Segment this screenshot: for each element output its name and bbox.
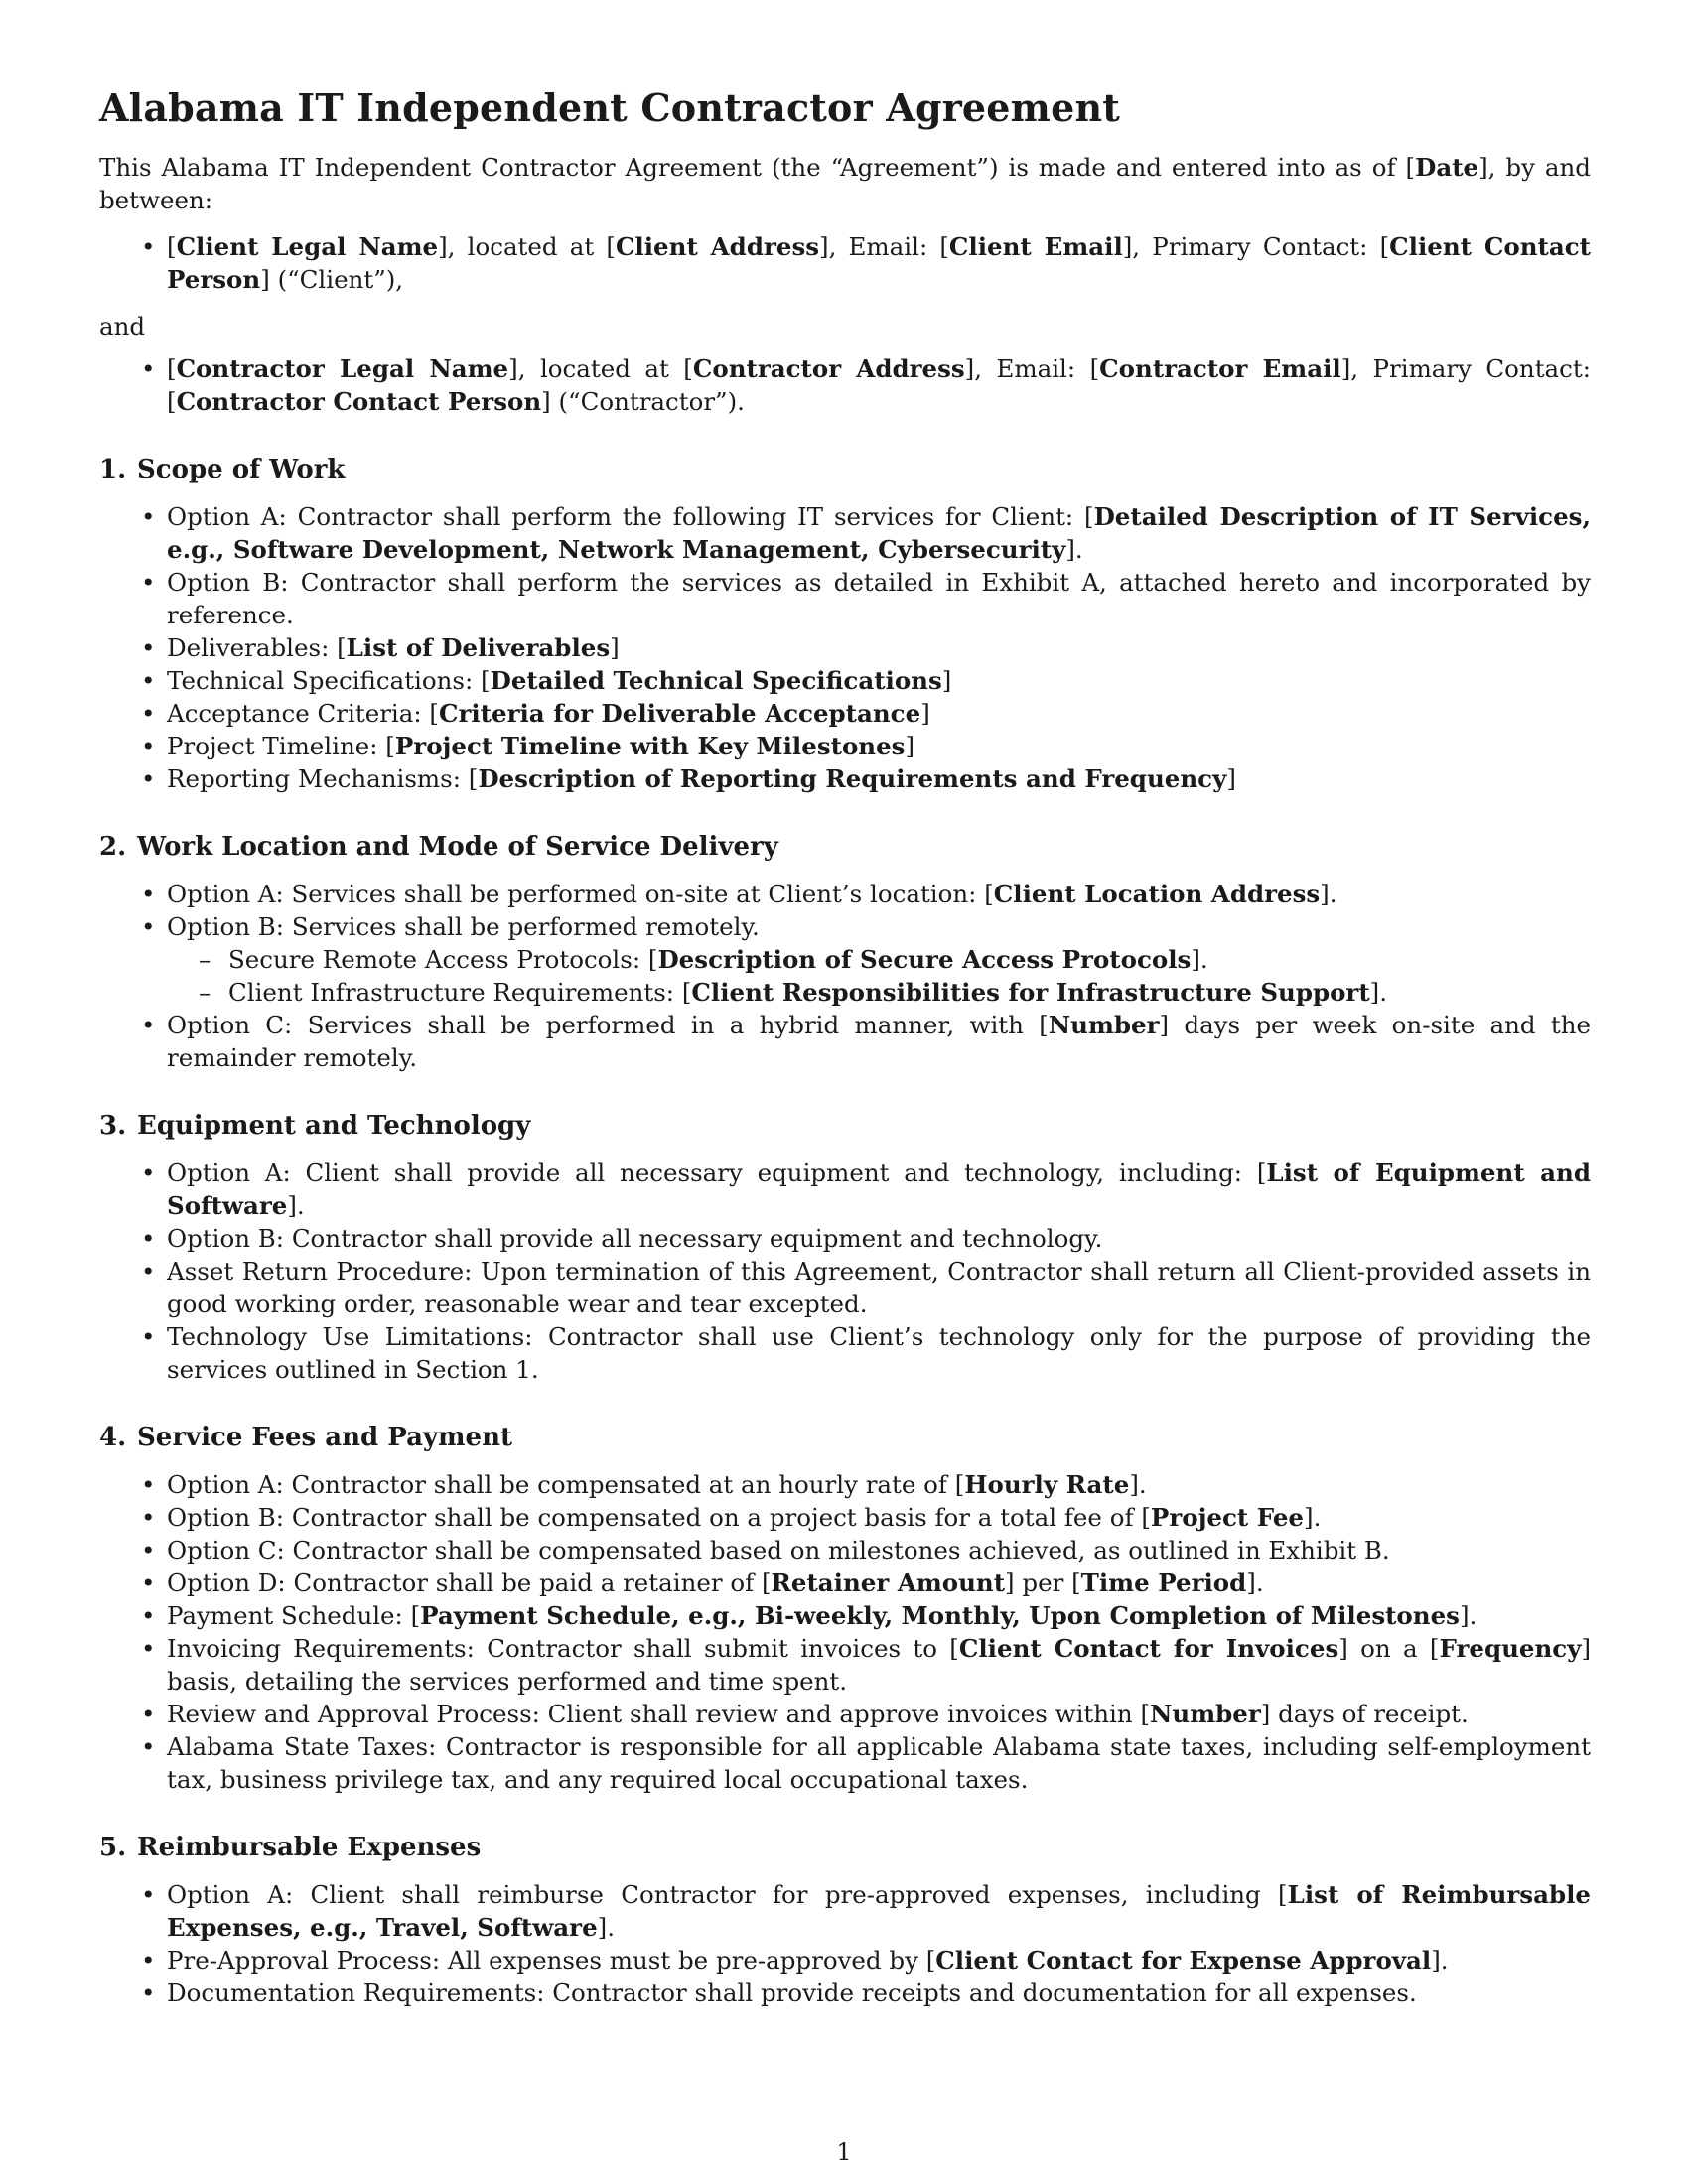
contractor-contact-field: Contractor Contact Person bbox=[176, 387, 542, 416]
list-item: • Option A: Contractor shall be compensated at an hourly rate of [Hourly Rate]. bbox=[99, 1468, 1591, 1501]
list-item: • Alabama State Taxes: Contractor is responsible for all applicable Alabama state taxes, including self-employment tax, business privilege tax, and any required local occupational taxes. bbox=[99, 1730, 1591, 1796]
and-connector: and bbox=[99, 312, 146, 341]
document-page bbox=[99, 85, 1591, 2009]
list-item: • Option B: Services shall be performed remotely. – Secure Remote Access Protocols: [Description of Secure Access Protocols]. – Client Infrastructure Requirements: [Client Responsibilities for Infrastructure Support]. bbox=[99, 910, 1591, 1009]
client-contact-field: Client Contact Person bbox=[167, 232, 1591, 294]
list-item: • Option A: Client shall provide all necessary equipment and technology, including: [List of Equipment and Software]. bbox=[99, 1157, 1591, 1222]
section-heading-work-location: 2. Work Location and Mode of Service Delivery bbox=[99, 832, 778, 862]
expenses-list bbox=[99, 1878, 1591, 2009]
retainer-amount-field: Retainer Amount bbox=[771, 1569, 1006, 1597]
list-item: • Asset Return Procedure: Upon termination of this Agreement, Contractor shall return all Client-provided assets in good working order, reasonable wear and tear excepted. bbox=[99, 1255, 1591, 1320]
review-days-number-field: Number bbox=[1150, 1700, 1261, 1728]
project-fee-field: Project Fee bbox=[1150, 1503, 1305, 1532]
list-item: • Documentation Requirements: Contractor shall provide receipts and documentation for all expenses. bbox=[99, 1977, 1591, 2009]
time-period-field: Time Period bbox=[1080, 1569, 1247, 1597]
deliverables-field: List of Deliverables bbox=[346, 633, 611, 662]
invoice-contact-field: Client Contact for Invoices bbox=[958, 1634, 1339, 1663]
date-field: Date bbox=[1415, 153, 1479, 182]
infrastructure-support-field: Client Responsibilities for Infrastructure Support bbox=[691, 978, 1370, 1007]
equipment-software-field: List of Equipment and Software bbox=[167, 1159, 1591, 1220]
expense-approval-contact-field: Client Contact for Expense Approval bbox=[935, 1946, 1432, 1975]
section-heading-expenses: 5. Reimbursable Expenses bbox=[99, 1833, 482, 1862]
list-item: • Option B: Contractor shall perform the services as detailed in Exhibit A, attached hereto and incorporated by reference. bbox=[99, 566, 1591, 631]
frequency-field: Frequency bbox=[1439, 1634, 1582, 1663]
document-title: Alabama IT Independent Contractor Agreement bbox=[99, 85, 1121, 130]
section-heading-equipment: 3. Equipment and Technology bbox=[99, 1111, 531, 1141]
intro-paragraph: This Alabama IT Independent Contractor Agreement (the “Agreement”) is made and entered into as of [Date], by and between: bbox=[99, 153, 1591, 214]
list-item: • Option A: Contractor shall perform the following IT services for Client: [Detailed Description of IT Services, e.g., Software Development, Network Management, Cybersecurity]. bbox=[99, 500, 1591, 566]
list-item: • Deliverables: [List of Deliverables] bbox=[99, 631, 1591, 664]
list-item: • Option B: Contractor shall be compensated on a project basis for a total fee of [Project Fee]. bbox=[99, 1501, 1591, 1534]
list-item: • Reporting Mechanisms: [Description of Reporting Requirements and Frequency] bbox=[99, 762, 1591, 795]
project-timeline-field: Project Timeline with Key Milestones bbox=[394, 732, 906, 760]
client-location-address-field: Client Location Address bbox=[993, 880, 1321, 908]
client-address-field: Client Address bbox=[615, 232, 820, 261]
reimbursable-expenses-field: List of Reimbursable Expenses, e.g., Travel, Software bbox=[167, 1880, 1591, 1942]
list-item: • Technical Specifications: [Detailed Technical Specifications] bbox=[99, 664, 1591, 697]
list-item: • Option D: Contractor shall be paid a retainer of [Retainer Amount] per [Time Period]. bbox=[99, 1567, 1591, 1599]
remote-sublist bbox=[167, 943, 1591, 1009]
acceptance-criteria-field: Criteria for Deliverable Acceptance bbox=[438, 699, 921, 728]
contractor-email-field: Contractor Email bbox=[1099, 354, 1341, 383]
secure-access-protocols-field: Description of Secure Access Protocols bbox=[657, 945, 1192, 974]
list-item: • Option B: Contractor shall provide all necessary equipment and technology. bbox=[99, 1222, 1591, 1255]
list-item: • Option C: Contractor shall be compensated based on milestones achieved, as outlined in Exhibit B. bbox=[99, 1534, 1591, 1567]
client-party: • [Client Legal Name], located at [Client Address], Email: [Client Email], Primary Contact: [Client Contact Person] (“Client”), bbox=[99, 230, 1591, 296]
equipment-list bbox=[99, 1157, 1591, 1386]
list-item: • Review and Approval Process: Client shall review and approve invoices within [Number] days of receipt. bbox=[99, 1698, 1591, 1730]
sub-list-item: – Secure Remote Access Protocols: [Description of Secure Access Protocols]. bbox=[167, 943, 1591, 976]
work-location-list bbox=[99, 878, 1591, 1074]
contractor-party-list bbox=[99, 352, 1591, 418]
technical-specifications-field: Detailed Technical Specifications bbox=[490, 666, 942, 695]
contractor-address-field: Contractor Address bbox=[692, 354, 965, 383]
list-item: • Option C: Services shall be performed in a hybrid manner, with [Number] days per week on-site and the remainder remotely. bbox=[99, 1009, 1591, 1074]
list-item: • Project Timeline: [Project Timeline with Key Milestones] bbox=[99, 730, 1591, 762]
client-legal-name-field: Client Legal Name bbox=[176, 232, 439, 261]
section-heading-scope-of-work: 1. Scope of Work bbox=[99, 455, 346, 484]
contractor-legal-name-field: Contractor Legal Name bbox=[176, 354, 509, 383]
sub-list-item: – Client Infrastructure Requirements: [Client Responsibilities for Infrastructure Support]. bbox=[167, 976, 1591, 1009]
section-heading-fees: 4. Service Fees and Payment bbox=[99, 1423, 512, 1452]
reporting-mechanisms-field: Description of Reporting Requirements and Frequency bbox=[478, 764, 1227, 793]
list-item: • Acceptance Criteria: [Criteria for Deliverable Acceptance] bbox=[99, 697, 1591, 730]
contractor-party: • [Contractor Legal Name], located at [Contractor Address], Email: [Contractor Email], Primary Contact: [Contractor Contact Person] (“Contractor”). bbox=[99, 352, 1591, 418]
list-item: • Technology Use Limitations: Contractor shall use Client’s technology only for the purpose of providing the services outlined in Section 1. bbox=[99, 1320, 1591, 1386]
list-item: • Pre-Approval Process: All expenses must be pre-approved by [Client Contact for Expense Approval]. bbox=[99, 1944, 1591, 1977]
list-item: • Invoicing Requirements: Contractor shall submit invoices to [Client Contact for Invoices] on a [Frequency] basis, detailing the services performed and time spent. bbox=[99, 1632, 1591, 1698]
hourly-rate-field: Hourly Rate bbox=[964, 1470, 1130, 1499]
list-item: • Option A: Services shall be performed on-site at Client’s location: [Client Location Address]. bbox=[99, 878, 1591, 910]
it-services-field: Detailed Description of IT Services, e.g., Software Development, Network Management, Cybersecurity bbox=[167, 502, 1591, 564]
list-item: • Payment Schedule: [Payment Schedule, e.g., Bi-weekly, Monthly, Upon Completion of Milestones]. bbox=[99, 1599, 1591, 1632]
payment-schedule-field: Payment Schedule, e.g., Bi-weekly, Monthly, Upon Completion of Milestones bbox=[420, 1601, 1460, 1630]
days-onsite-number-field: Number bbox=[1048, 1011, 1160, 1039]
scope-of-work-list bbox=[99, 500, 1591, 795]
client-email-field: Client Email bbox=[948, 232, 1123, 261]
page-number: 1 bbox=[836, 2138, 852, 2166]
fees-list bbox=[99, 1468, 1591, 1796]
client-party-list bbox=[99, 230, 1591, 296]
list-item: • Option A: Client shall reimburse Contractor for pre-approved expenses, including [List of Reimbursable Expenses, e.g., Travel, Software]. bbox=[99, 1878, 1591, 1944]
